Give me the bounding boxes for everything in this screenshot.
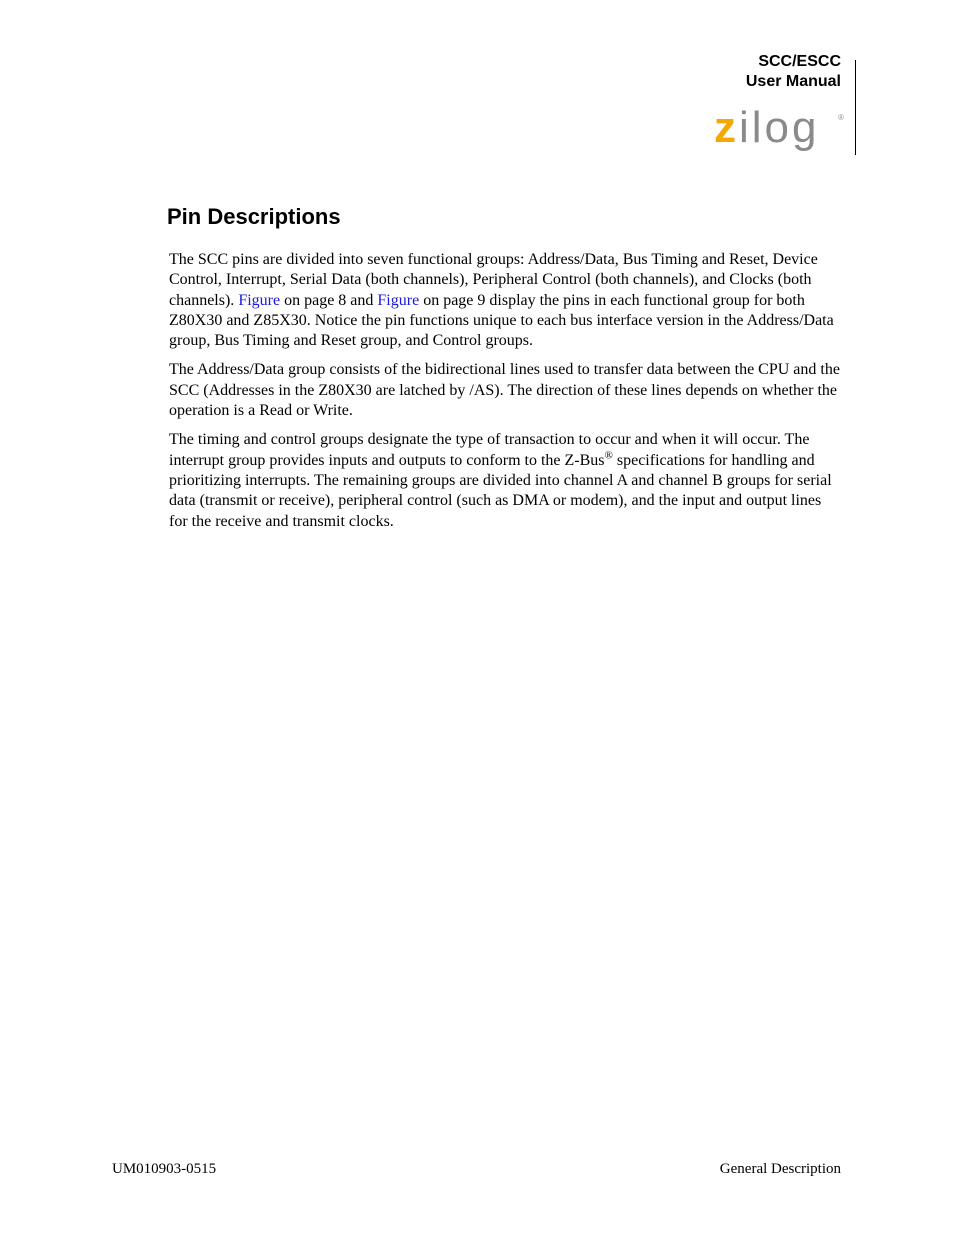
logo-registered-mark: ® xyxy=(838,113,844,122)
header-divider xyxy=(855,60,856,155)
paragraph-1: The SCC pins are divided into seven functional groups: Address/Data, Bus Timing and Reset, Device Control, Interrupt, Serial Data (both channels), Peripheral Control (both channels), and Clocks (both channels). Figure on page 8 and Figure on page 9 display the pins in each functional group for both Z80X30 and Z85X30. Notice the pin functions unique to each bus interface version in the Address/Data group, Bus Timing and Reset group, and Control groups. xyxy=(169,251,834,350)
footer-chapter: General Description xyxy=(719,1161,841,1177)
header-product: SCC/ESCC xyxy=(758,53,841,70)
zilog-logo xyxy=(714,106,846,158)
paragraph-3: The timing and control groups designate the type of transaction to occur and when it will occur. The interrupt group provides inputs and outputs to conform to the Z-Bus® specifications for handling and prioritizing interrupts. The remaining groups are divided into channel A and channel B groups for serial data (transmit or receive), peripheral control (such as DMA or modem), and the input and output lines for the receive and transmit clocks. xyxy=(169,431,832,530)
figure-link-page-9[interactable]: Figure xyxy=(377,291,420,309)
header-doc-type: User Manual xyxy=(745,73,841,90)
svg-text:zilog xyxy=(714,106,820,152)
body-text xyxy=(169,250,841,541)
registered-mark: ® xyxy=(604,449,613,462)
section-title: Pin Descriptions xyxy=(167,204,341,229)
footer-doc-number: UM010903-0515 xyxy=(112,1161,217,1177)
logo-z: z xyxy=(714,106,739,152)
figure-link-page-8[interactable]: Figure xyxy=(238,291,281,309)
document-header xyxy=(746,52,841,92)
paragraph-2: The Address/Data group consists of the bidirectional lines used to transfer data between the CPU and the SCC (Addresses in the Z80X30 are latched by /AS). The direction of these lines depends on whether the operation is a Read or Write. xyxy=(169,361,840,420)
logo-ilog: ilog xyxy=(739,106,820,152)
